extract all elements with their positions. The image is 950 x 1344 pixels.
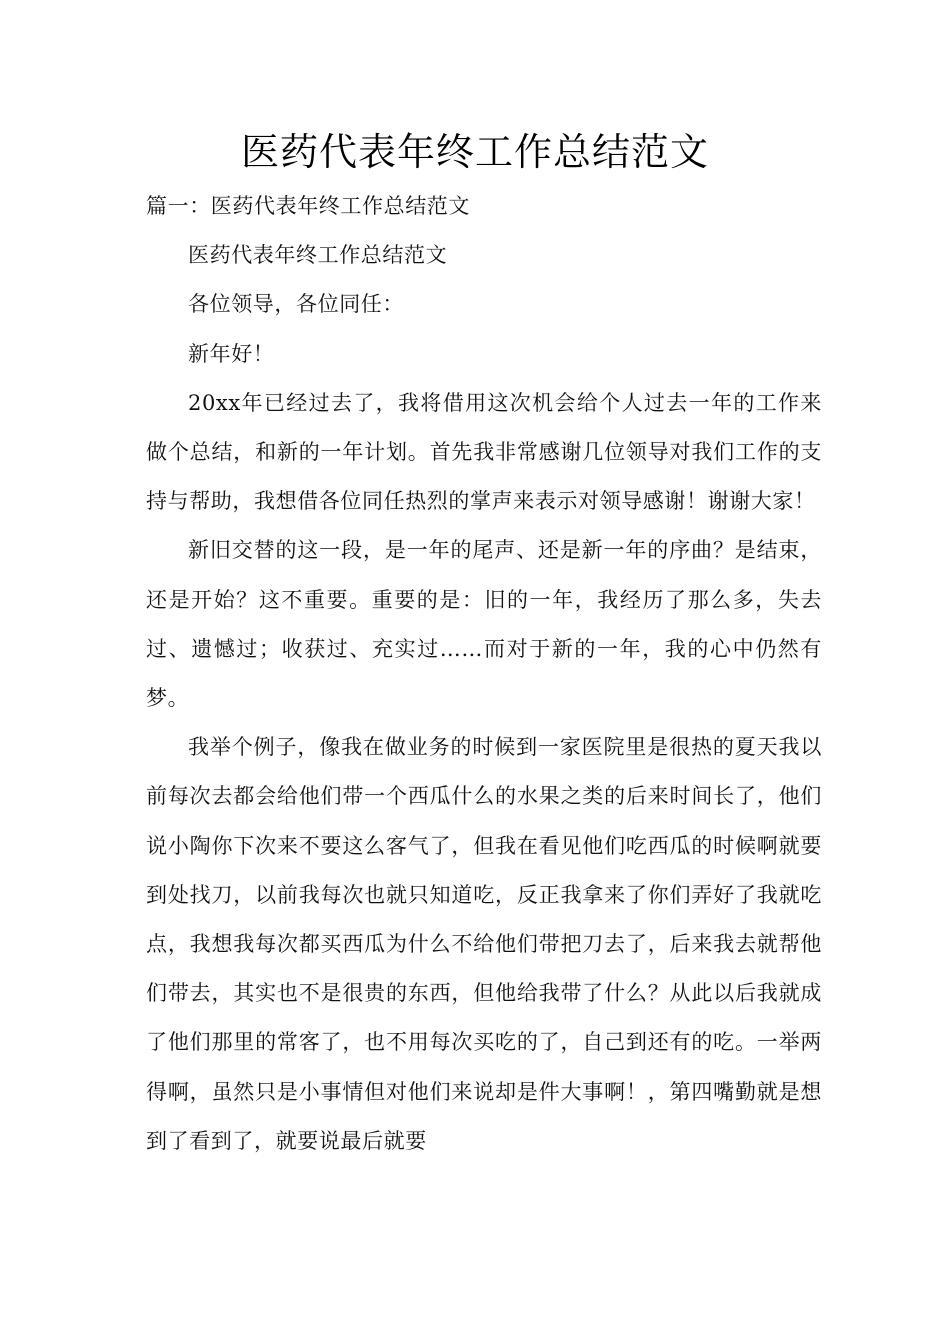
document-title: 医药代表年终工作总结范文 (240, 130, 709, 174)
paragraph-salutation: 各位领导，各位同任： (188, 292, 404, 317)
document-body (146, 182, 822, 1166)
paragraph-intro: 20xx年已经过去了，我将借用这次机会给个人过去一年的工作来做个总结，和新的一年计划。首先我非常感谢几位领导对我们工作的支持与帮助，我想借各位同任热烈的掌声来表示对领导感谢！谢谢大家！ (146, 390, 822, 514)
paragraph-subtitle: 医药代表年终工作总结范文 (188, 243, 448, 268)
paragraph-reflection: 新旧交替的这一段，是一年的尾声、还是新一年的序曲？是结束，还是开始？这不重要。重要的是：旧的一年，我经历了那么多，失去过、遗憾过；收获过、充实过……而对于新的一年，我的心中仍然有梦。 (146, 538, 822, 711)
paragraph-greeting: 新年好！ (188, 341, 275, 366)
section-heading: 篇一：医药代表年终工作总结范文 (146, 194, 470, 218)
paragraph-example: 我举个例子，像我在做业务的时候到一家医院里是很热的夏天我以前每次去都会给他们带一个西瓜什么的水果之类的后来时间长了，他们说小陶你下次来不要这么客气了，但我在看见他们吃西瓜的时候啊就要到处找刀，以前我每次也就只知道吃，反正我拿来了你们弄好了我就吃点，我想我每次都买西瓜为什么不给他们带把刀去了，后来我去就帮他们带去，其实也不是很贵的东西，但他给我带了什么？从此以后我就成了他们那里的常客了，也不用每次买吃的了，自己到还有的吃。一举两得啊，虽然只是小事情但对他们来说却是件大事啊！，第四嘴勤就是想到了看到了，就要说最后就要 (146, 735, 822, 1153)
